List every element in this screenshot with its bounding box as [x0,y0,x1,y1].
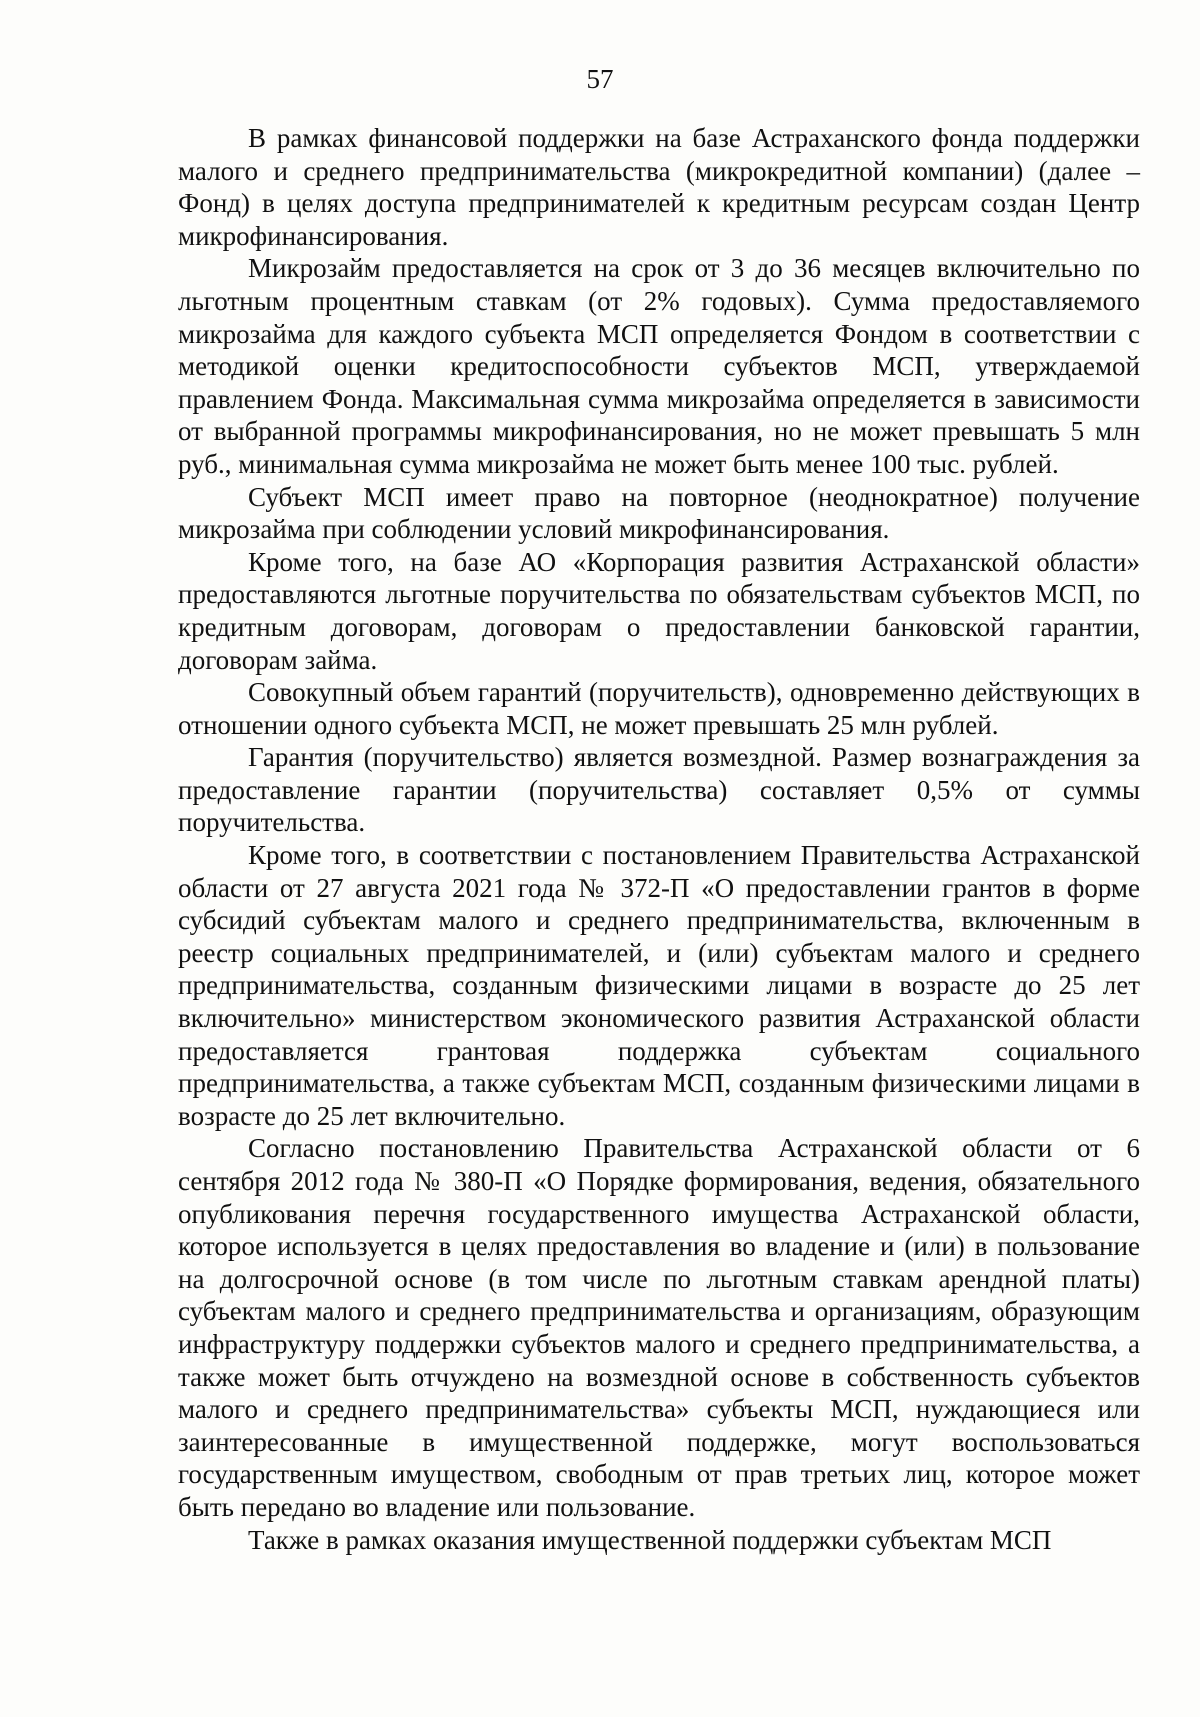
paragraph-microloan-terms: Микрозайм предоставляется на срок от 3 до 36 месяцев включительно по льготным процентным ставкам (от 2% годовых). Сумма предоставляемого микрозайма для каждого субъекта МСП определяется Фондом в соответствии с методикой оценки кредитоспособности субъектов МСП, утверждаемой правлением Фонда. Максимальная сумма микрозайма определяется в зависимости от выбранной программы микрофинансирования, но не может превышать 5 млн руб., минимальная сумма микрозайма не может быть менее 100 тыс. рублей. [178,253,1140,479]
paragraph-grants: Кроме того, в соответствии с постановлением Правительства Астраханской области от 27 августа 2021 года № 372-П «О предоставлении грантов в форме субсидий субъектам малого и среднего предпринимательства, включенным в реестр социальных предпринимателей, и (или) субъектам малого и среднего предпринимательства, созданным физическими лицами в возрасте до 25 лет включительно» министерством экономического развития Астраханской области предоставляется грантовая поддержка субъектам социального предпринимательства, а также субъектам МСП, созданным физическими лицами в возрасте до 25 лет включительно. [178,840,1140,1131]
paragraph-microfinance-center: В рамках финансовой поддержки на базе Астраханского фонда поддержки малого и среднего предпринимательства (микрокредитной компании) (далее – Фонд) в целях доступа предпринимателей к кредитным ресурсам создан Центр микрофинансирования. [178,123,1140,251]
paragraph-guarantee-limit: Совокупный объем гарантий (поручительств), одновременно действующих в отношении одного субъекта МСП, не может превышать 25 млн рублей. [178,677,1140,740]
paragraph-continuation: Также в рамках оказания имущественной поддержки субъектам МСП [248,1524,1052,1555]
page-number: 57 [586,64,614,94]
body-text [178,122,1140,1556]
paragraph-guarantees: Кроме того, на базе АО «Корпорация развития Астраханской области» предоставляются льготные поручительства по обязательствам субъектов МСП, по кредитным договорам, договорам о предоставлении банковской гарантии, договорам займа. [178,546,1140,675]
paragraph-property-support: Согласно постановлению Правительства Астраханской области от 6 сентября 2012 года № 380-П «О Порядке формирования, ведения, обязательного опубликования перечня государственного имущества Астраханской области, которое используется в целях предоставления во владение и (или) в пользование на долгосрочной основе (в том числе по льготным ставкам арендной платы) субъектам малого и среднего предпринимательства и организациям, образующим инфраструктуру поддержки субъектов малого и среднего предпринимательства, а также может быть отчуждено на возмездной основе в собственность субъектов малого и среднего предпринимательства» субъекты МСП, нуждающиеся или заинтересованные в имущественной поддержке, могут воспользоваться государственным имуществом, свободным от прав третьих лиц, которое может быть передано во владение или пользование. [178,1133,1140,1522]
paragraph-guarantee-fee: Гарантия (поручительство) является возмездной. Размер вознаграждения за предоставление гарантии (поручительства) составляет 0,5% от суммы поручительства. [178,742,1140,838]
paragraph-repeat-microloan: Субъект МСП имеет право на повторное (неоднократное) получение микрозайма при соблюдении условий микрофинансирования. [178,481,1140,545]
